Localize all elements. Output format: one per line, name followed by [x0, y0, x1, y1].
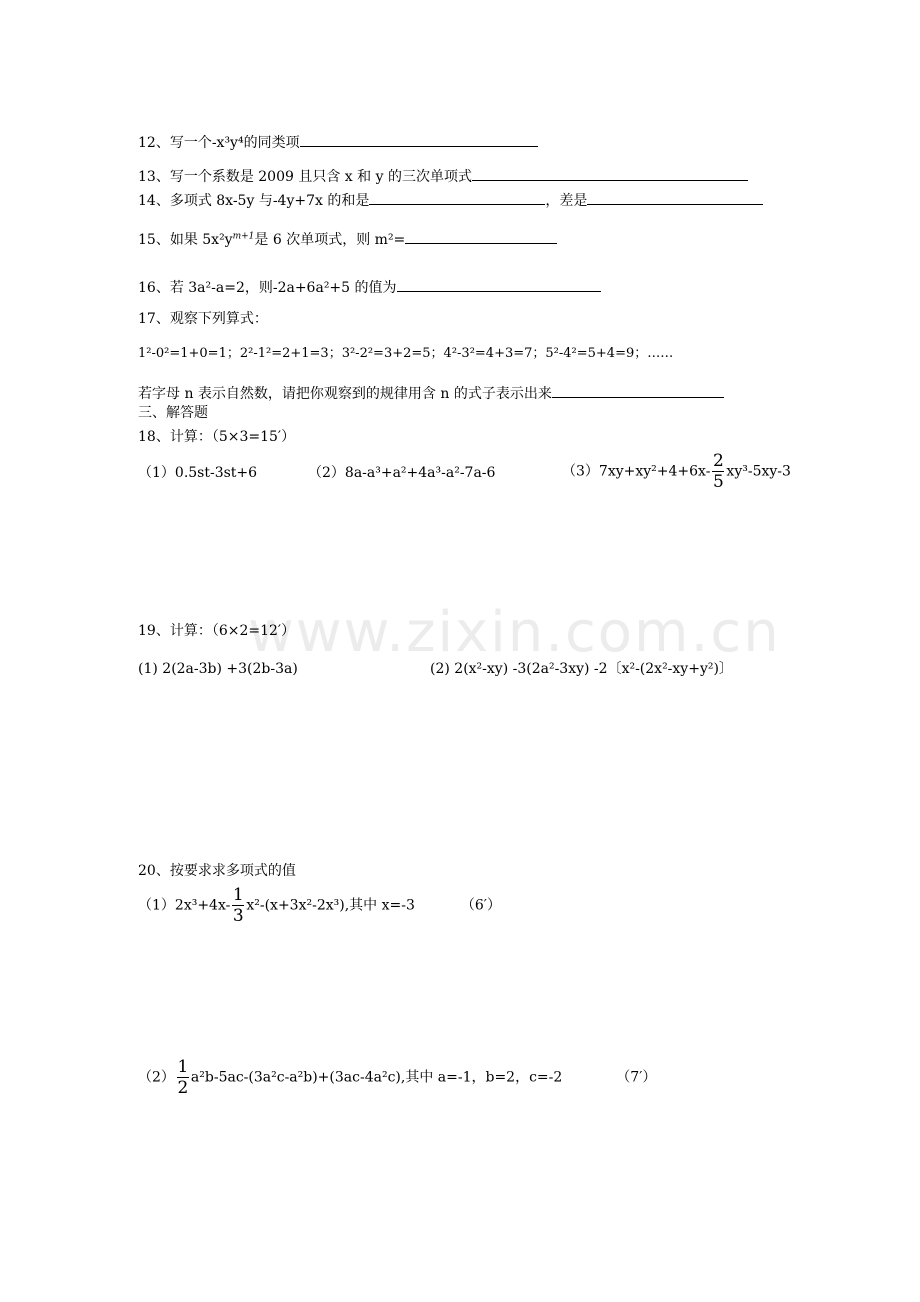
question-20-part-1-text-b: x²-(x+3x²-2x³),其中 x=-3: [246, 897, 415, 914]
question-15: [138, 229, 557, 247]
question-13: [138, 166, 748, 184]
question-19-title: 19、计算：（6×2=12′）: [138, 623, 296, 639]
question-17-ask: [138, 383, 724, 401]
question-18-part-2: （2）8a-a³+a²+4a³-a²-7a-6: [308, 465, 496, 481]
answer-blank-16[interactable]: [397, 277, 601, 292]
question-20-part-1-score: （6′）: [460, 897, 501, 914]
question-20-title: 20、按要求求多项式的值: [138, 863, 296, 879]
question-19-part-1: (1) 2(2a-3b) +3(2b-3a): [138, 661, 298, 677]
question-18-part-3-text-a: （3）7xy+xy²+4+6x-: [562, 463, 711, 480]
watermark: www.zixin.com.cn: [248, 600, 781, 665]
question-20-part-2-score: （7′）: [616, 1069, 657, 1086]
fraction-numerator: 1: [232, 885, 244, 905]
question-17-ask-text: 若字母 n 表示自然数，请把你观察到的规律用含 n 的式子表示出来: [138, 386, 552, 402]
question-14: [138, 190, 763, 208]
question-17-sequence: 1²-0²=1+0=1；2²-1²=2+1=3；3²-2²=3+2=5；4²-3²=4+3=7；5²-4²=5+4=9；……: [138, 346, 674, 361]
question-20-part-1-text-a: （1）2x³+4x-: [138, 897, 231, 914]
fraction-denominator: 5: [713, 472, 724, 492]
question-20-part-2: [138, 1058, 656, 1097]
answer-blank-15[interactable]: [405, 229, 557, 244]
question-19-part-2: (2) 2(x²-xy) -3(2a²-3xy) -2〔x²-(2x²-xy+y²)〕: [430, 661, 733, 677]
fraction-two-fifths: [712, 452, 724, 491]
question-16: [138, 277, 601, 295]
question-18-part-1: （1）0.5st-3st+6: [138, 465, 258, 481]
question-18-part-3: [562, 452, 791, 491]
fraction-numerator: 2: [713, 451, 724, 471]
answer-blank-13[interactable]: [472, 166, 748, 181]
question-12: [138, 132, 538, 150]
question-17-title: 17、观察下列算式：: [138, 311, 268, 327]
answer-blank-12[interactable]: [300, 132, 538, 147]
question-15-text-b: 是 6 次单项式，则 m²=: [254, 232, 406, 248]
question-20-part-2-text-a: （2）: [138, 1069, 175, 1086]
fraction-one-half: [177, 1058, 189, 1097]
fraction-denominator: 3: [232, 906, 244, 926]
fraction-denominator: 2: [177, 1078, 189, 1098]
answer-blank-14-sum[interactable]: [369, 190, 545, 205]
question-18-part-3-text-b: xy³-5xy-3: [726, 463, 791, 480]
answer-blank-14-diff[interactable]: [587, 190, 763, 205]
answer-blank-17[interactable]: [552, 383, 724, 398]
question-20-part-1: [138, 886, 501, 925]
fraction-one-third: [232, 886, 244, 925]
question-12-text: 12、写一个-x³y⁴的同类项: [138, 135, 300, 151]
question-18-title: 18、计算：（5×3=15′）: [138, 429, 296, 445]
question-14-text-b: ，差是: [545, 193, 588, 209]
question-13-text: 13、写一个系数是 2009 且只含 x 和 y 的三次单项式: [138, 169, 472, 185]
question-15-text-a: 15、如果 5x²y: [138, 232, 233, 248]
question-16-text: 16、若 3a²-a=2，则-2a+6a²+5 的值为: [138, 280, 397, 296]
question-14-text-a: 14、多项式 8x-5y 与-4y+7x 的和是: [138, 193, 370, 209]
fraction-numerator: 1: [177, 1057, 189, 1077]
section-3-heading: 三、解答题: [138, 405, 208, 421]
question-20-part-2-text-b: a²b-5ac-(3a²c-a²b)+(3ac-4a²c),其中 a=-1，b=2，c=-2: [190, 1069, 563, 1086]
question-15-exponent: m+1: [232, 231, 255, 242]
